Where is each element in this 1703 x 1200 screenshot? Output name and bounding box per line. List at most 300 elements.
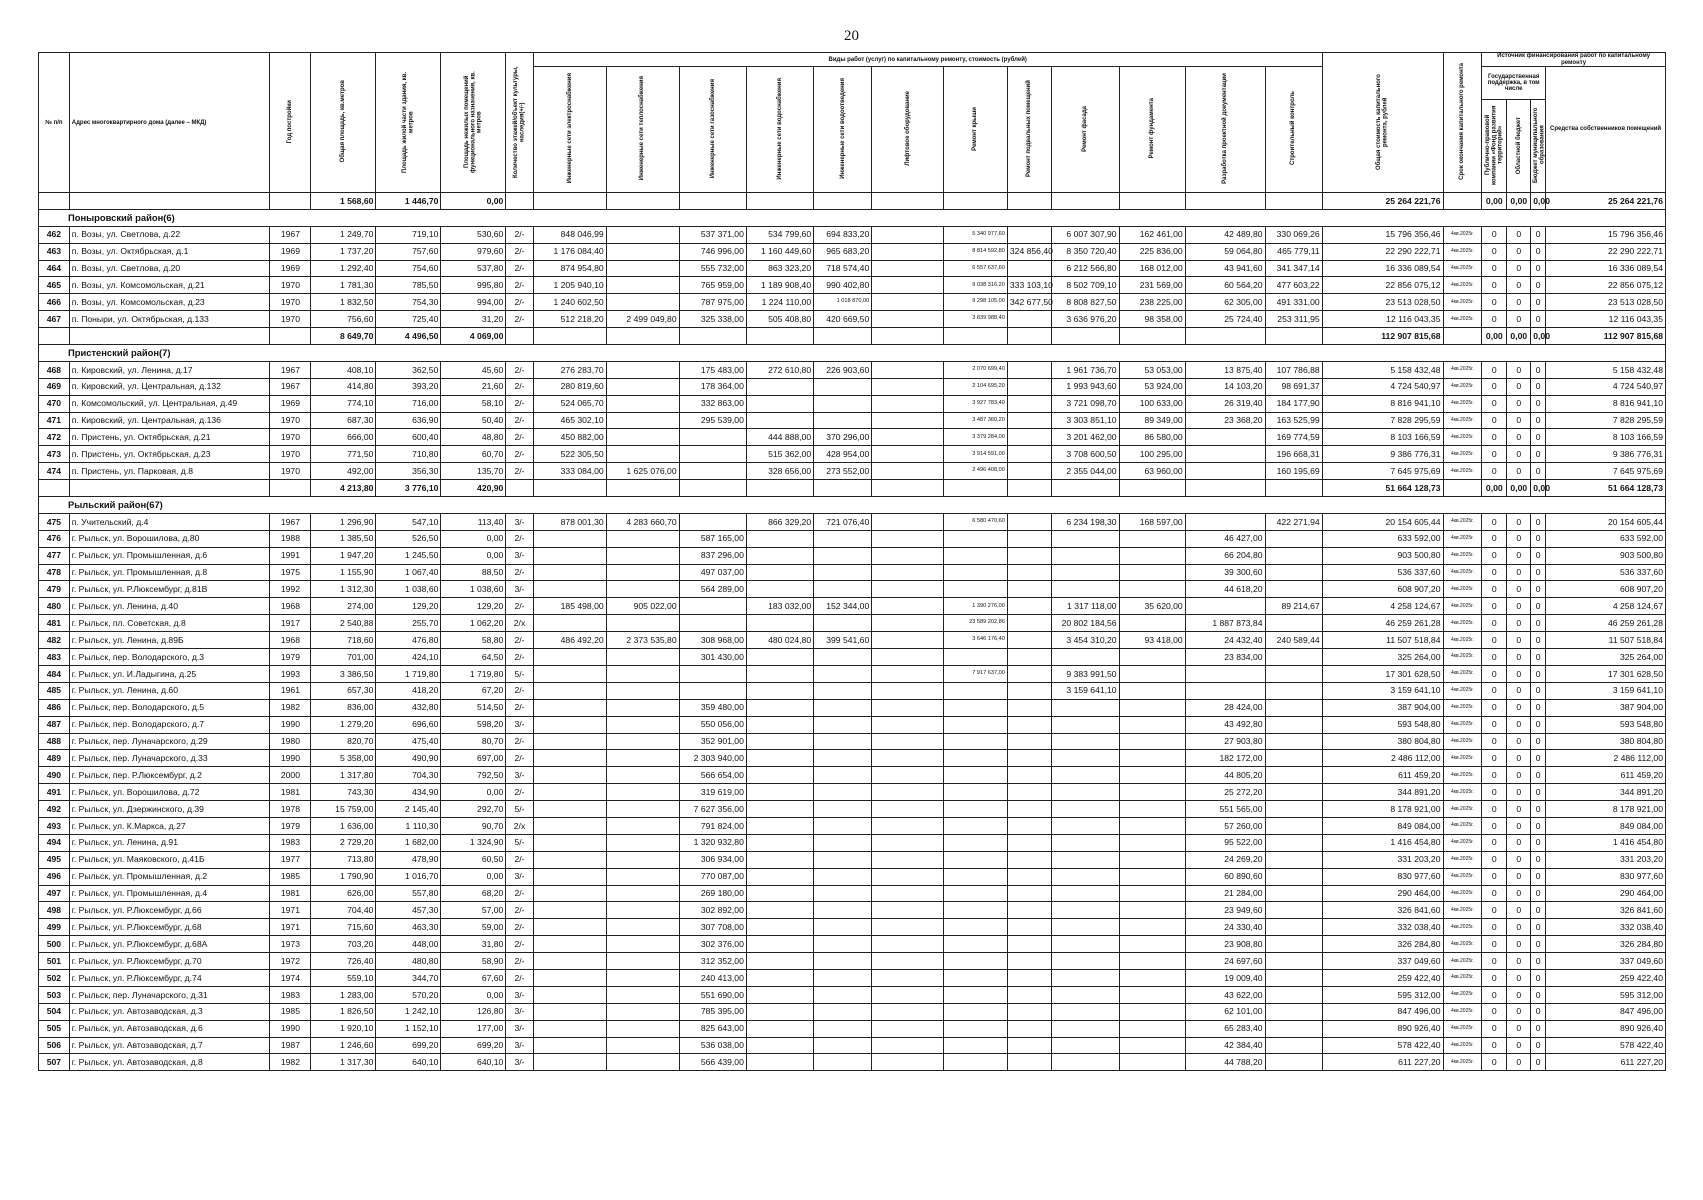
cell-nonliving-area: 67,60 — [441, 969, 506, 986]
cell-regional: 0 — [1507, 1020, 1531, 1037]
cell-floors: 2/- — [506, 885, 533, 902]
cell-term: 4кв.2025г. — [1443, 446, 1482, 463]
cell-fund: 0 — [1482, 581, 1507, 598]
cell-water — [746, 649, 813, 666]
cell-total-cost: 8 178 921,00 — [1322, 801, 1443, 818]
cell-sewage — [814, 834, 872, 851]
cell-number: 494 — [39, 834, 70, 851]
cell-water — [746, 953, 813, 970]
cell-total-cost: 593 548,80 — [1322, 716, 1443, 733]
cell-municipal: 0 — [1531, 665, 1546, 682]
table-row — [39, 632, 1666, 649]
cell-living-area: 362,50 — [376, 361, 441, 378]
cell-foundation — [1119, 193, 1185, 210]
cell-year: 1985 — [270, 1003, 311, 1020]
cell-facade — [1052, 885, 1119, 902]
cell-floors — [506, 328, 533, 345]
cell-number: 469 — [39, 378, 70, 395]
cell-facade — [1052, 868, 1119, 885]
cell-fund: 0 — [1482, 868, 1507, 885]
cell-owners: 4 724 540,97 — [1546, 378, 1666, 395]
header-number: № п/п — [39, 53, 70, 193]
cell-water — [746, 969, 813, 986]
cell-basement — [1007, 193, 1051, 210]
cell-nonliving-area: 67,20 — [441, 682, 506, 699]
cell-number: 484 — [39, 665, 70, 682]
cell-owners: 5 158 432,48 — [1546, 361, 1666, 378]
cell-heating — [606, 784, 679, 801]
cell-water — [746, 885, 813, 902]
cell-supervision: 163 525,99 — [1265, 412, 1322, 429]
cell-supervision: 89 214,67 — [1265, 598, 1322, 615]
cell-municipal: 0 — [1531, 632, 1546, 649]
cell-sewage — [814, 564, 872, 581]
cell-sewage: 226 903,60 — [814, 361, 872, 378]
cell-facade — [1052, 733, 1119, 750]
cell-fund: 0 — [1482, 851, 1507, 868]
cell-foundation — [1119, 784, 1185, 801]
cell-floors: 3/- — [506, 716, 533, 733]
cell-term: 4кв.2025г. — [1443, 615, 1482, 632]
cell-living-area: 754,60 — [376, 260, 441, 277]
cell-elevator — [872, 564, 944, 581]
cell-total-area: 1 155,90 — [311, 564, 376, 581]
cell-fund: 0 — [1482, 378, 1507, 395]
cell-roof — [944, 547, 1008, 564]
cell-term — [1443, 480, 1482, 497]
cell-total-cost: 849 084,00 — [1322, 817, 1443, 834]
cell-fund: 0 — [1482, 716, 1507, 733]
cell-nonliving-area: 45,60 — [441, 361, 506, 378]
cell-foundation — [1119, 480, 1185, 497]
cell-gas: 1 320 932,80 — [679, 834, 746, 851]
cell-gas: 746 996,00 — [679, 243, 746, 260]
cell-total-area: 414,80 — [311, 378, 376, 395]
cell-fund: 0 — [1482, 530, 1507, 547]
cell-year: 1983 — [270, 986, 311, 1003]
cell-municipal: 0 — [1531, 513, 1546, 530]
cell-nonliving-area: 0,00 — [441, 530, 506, 547]
cell-basement — [1007, 311, 1051, 328]
cell-floors: 2/- — [506, 446, 533, 463]
cell-number: 464 — [39, 260, 70, 277]
cell-owners: 8 816 941,10 — [1546, 395, 1666, 412]
table-row — [39, 1020, 1666, 1037]
cell-address: г. Рыльск, ул. Автозаводская, д.8 — [69, 1054, 270, 1071]
cell-heating — [606, 649, 679, 666]
cell-water — [746, 784, 813, 801]
cell-address: п. Возы, ул. Октябрьская, д.1 — [69, 243, 270, 260]
cell-heating — [606, 446, 679, 463]
cell-facade — [1052, 953, 1119, 970]
table-row — [39, 649, 1666, 666]
table-row — [39, 986, 1666, 1003]
cell-water: 444 888,00 — [746, 429, 813, 446]
cell-total-cost: 890 926,40 — [1322, 1020, 1443, 1037]
cell-term: 4кв.2025г. — [1443, 277, 1482, 294]
cell-number: 496 — [39, 868, 70, 885]
cell-design: 23 368,20 — [1185, 412, 1265, 429]
cell-water: 1 160 449,60 — [746, 243, 813, 260]
cell-regional: 0,00 — [1507, 480, 1531, 497]
cell-year: 1970 — [270, 429, 311, 446]
cell-elevator — [872, 429, 944, 446]
cell-nonliving-area: 640,10 — [441, 1054, 506, 1071]
table-row — [39, 260, 1666, 277]
cell-term: 4кв.2025г. — [1443, 868, 1482, 885]
cell-regional: 0 — [1507, 598, 1531, 615]
cell-electric: 1 176 084,40 — [533, 243, 606, 260]
cell-sewage — [814, 902, 872, 919]
cell-floors: 3/- — [506, 1020, 533, 1037]
cell-design: 95 522,00 — [1185, 834, 1265, 851]
cell-foundation: 100 295,00 — [1119, 446, 1185, 463]
table-row — [39, 969, 1666, 986]
cell-municipal: 0,00 — [1531, 480, 1546, 497]
cell-living-area: 480,80 — [376, 953, 441, 970]
cell-municipal: 0,00 — [1531, 193, 1546, 210]
cell-design: 43 492,80 — [1185, 716, 1265, 733]
cell-number: 499 — [39, 919, 70, 936]
cell-foundation: 35 620,00 — [1119, 598, 1185, 615]
cell-number: 468 — [39, 361, 70, 378]
cell-owners: 611 227,20 — [1546, 1054, 1666, 1071]
cell-nonliving-area: 994,00 — [441, 294, 506, 311]
cell-roof: 6 557 637,60 — [944, 260, 1008, 277]
cell-total-area: 1 283,00 — [311, 986, 376, 1003]
cell-owners: 578 422,40 — [1546, 1037, 1666, 1054]
cell-living-area: 785,50 — [376, 277, 441, 294]
cell-basement — [1007, 480, 1051, 497]
cell-roof — [944, 936, 1008, 953]
cell-municipal: 0 — [1531, 294, 1546, 311]
cell-living-area: 699,20 — [376, 1037, 441, 1054]
cell-address: г. Рыльск, ул. Р.Люксембург, д.81В — [69, 581, 270, 598]
header-work-electric: Инженерные сети электроснабжения — [533, 67, 606, 193]
cell-address: п. Учительский, д.4 — [69, 513, 270, 530]
cell-number: 502 — [39, 969, 70, 986]
cell-total-area: 771,50 — [311, 446, 376, 463]
cell-roof — [944, 716, 1008, 733]
cell-owners: 15 796 356,46 — [1546, 226, 1666, 243]
cell-heating — [606, 1003, 679, 1020]
cell-elevator — [872, 513, 944, 530]
cell-total-cost: 20 154 605,44 — [1322, 513, 1443, 530]
cell-supervision — [1265, 902, 1322, 919]
cell-total-area: 743,30 — [311, 784, 376, 801]
cell-living-area: 1 152,10 — [376, 1020, 441, 1037]
cell-number: 487 — [39, 716, 70, 733]
cell-term: 4кв.2025г. — [1443, 1003, 1482, 1020]
cell-regional: 0 — [1507, 429, 1531, 446]
cell-total-area: 626,00 — [311, 885, 376, 902]
cell-foundation — [1119, 919, 1185, 936]
cell-nonliving-area: 126,80 — [441, 1003, 506, 1020]
cell-gas — [679, 193, 746, 210]
cell-nonliving-area: 58,80 — [441, 632, 506, 649]
cell-basement — [1007, 986, 1051, 1003]
header-work-facade: Ремонт фасада — [1052, 67, 1119, 193]
cell-water — [746, 936, 813, 953]
cell-basement — [1007, 665, 1051, 682]
cell-design: 39 300,60 — [1185, 564, 1265, 581]
cell-floors: 2/- — [506, 936, 533, 953]
cell-regional: 0 — [1507, 243, 1531, 260]
cell-nonliving-area: 177,00 — [441, 1020, 506, 1037]
cell-year: 1971 — [270, 902, 311, 919]
cell-heating — [606, 733, 679, 750]
cell-nonliving-area: 135,70 — [441, 463, 506, 480]
cell-facade — [1052, 936, 1119, 953]
cell-fund: 0 — [1482, 953, 1507, 970]
cell-roof — [944, 682, 1008, 699]
header-total-area: Общая площадь, кв.метров — [311, 53, 376, 193]
header-work-elevator: Лифтовое оборудование — [872, 67, 944, 193]
cell-address: п. Возы, ул. Комсомольская, д.23 — [69, 294, 270, 311]
cell-term: 4кв.2025г. — [1443, 750, 1482, 767]
cell-heating — [606, 1037, 679, 1054]
cell-total-area: 15 759,00 — [311, 801, 376, 818]
cell-regional: 0 — [1507, 699, 1531, 716]
cell-gas: 332 863,00 — [679, 395, 746, 412]
cell-facade — [1052, 1054, 1119, 1071]
cell-electric — [533, 193, 606, 210]
cell-address: г. Рыльск, ул. К.Маркса, д.27 — [69, 817, 270, 834]
cell-electric — [533, 682, 606, 699]
header-works-group: Виды работ (услуг) по капитальному ремонту, стоимость (рублей) — [533, 53, 1322, 67]
cell-electric: 276 283,70 — [533, 361, 606, 378]
cell-year: 1979 — [270, 649, 311, 666]
cell-living-area: 1 719,80 — [376, 665, 441, 682]
cell-roof: 3 927 783,40 — [944, 395, 1008, 412]
cell-design: 1 887 873,84 — [1185, 615, 1265, 632]
cell-fund: 0 — [1482, 598, 1507, 615]
cell-fund: 0 — [1482, 767, 1507, 784]
cell-total-cost: 337 049,60 — [1322, 953, 1443, 970]
cell-floors: 2/- — [506, 682, 533, 699]
cell-year: 1982 — [270, 699, 311, 716]
cell-regional: 0 — [1507, 868, 1531, 885]
cell-roof — [944, 193, 1008, 210]
cell-term: 4кв.2025г. — [1443, 378, 1482, 395]
cell-owners: 903 500,80 — [1546, 547, 1666, 564]
cell-water: 863 323,20 — [746, 260, 813, 277]
cell-living-area: 696,60 — [376, 716, 441, 733]
table-row — [39, 699, 1666, 716]
table-row — [39, 817, 1666, 834]
table-row — [39, 851, 1666, 868]
cell-facade — [1052, 902, 1119, 919]
cell-basement: 333 103,10 — [1007, 277, 1051, 294]
cell-living-area: 719,10 — [376, 226, 441, 243]
cell-elevator — [872, 767, 944, 784]
cell-water — [746, 328, 813, 345]
cell-regional: 0 — [1507, 446, 1531, 463]
cell-fund: 0 — [1482, 919, 1507, 936]
cell-foundation — [1119, 767, 1185, 784]
table-row — [39, 885, 1666, 902]
cell-design: 62 101,00 — [1185, 1003, 1265, 1020]
cell-total-area: 2 540,88 — [311, 615, 376, 632]
cell-fund: 0 — [1482, 986, 1507, 1003]
cell-living-area: 418,20 — [376, 682, 441, 699]
table-row — [39, 361, 1666, 378]
cell-municipal: 0 — [1531, 530, 1546, 547]
cell-owners: 3 159 641,10 — [1546, 682, 1666, 699]
cell-address: п. Пристень, ул. Октябрьская, д.23 — [69, 446, 270, 463]
table-row — [39, 750, 1666, 767]
cell-living-area: 757,60 — [376, 243, 441, 260]
cell-total-area: 1 246,60 — [311, 1037, 376, 1054]
cell-floors: 3/- — [506, 986, 533, 1003]
cell-nonliving-area: 80,70 — [441, 733, 506, 750]
cell-electric — [533, 834, 606, 851]
cell-floors: 2/- — [506, 784, 533, 801]
cell-fund: 0 — [1482, 1037, 1507, 1054]
cell-water — [746, 699, 813, 716]
cell-address: г. Рыльск, ул. Р.Люксембург, д.66 — [69, 902, 270, 919]
cell-supervision — [1265, 868, 1322, 885]
cell-design — [1185, 480, 1265, 497]
cell-supervision — [1265, 834, 1322, 851]
cell-nonliving-area: 995,80 — [441, 277, 506, 294]
cell-heating — [606, 902, 679, 919]
table-row — [39, 919, 1666, 936]
cell-elevator — [872, 547, 944, 564]
cell-number: 471 — [39, 412, 70, 429]
cell-sewage — [814, 649, 872, 666]
cell-fund: 0 — [1482, 665, 1507, 682]
cell-facade — [1052, 767, 1119, 784]
cell-year: 1990 — [270, 750, 311, 767]
cell-water — [746, 750, 813, 767]
cell-basement — [1007, 750, 1051, 767]
cell-number: 462 — [39, 226, 70, 243]
cell-municipal: 0 — [1531, 936, 1546, 953]
cell-floors: 2/- — [506, 902, 533, 919]
cell-supervision: 341 347,14 — [1265, 260, 1322, 277]
cell-owners: 536 337,60 — [1546, 564, 1666, 581]
cell-fund: 0 — [1482, 902, 1507, 919]
cell-facade — [1052, 851, 1119, 868]
cell-supervision — [1265, 1054, 1322, 1071]
cell-sewage — [814, 328, 872, 345]
cell-design: 46 427,00 — [1185, 530, 1265, 547]
cell-water: 1 224 110,00 — [746, 294, 813, 311]
cell-heating: 4 283 660,70 — [606, 513, 679, 530]
cell-water — [746, 1020, 813, 1037]
cell-supervision — [1265, 615, 1322, 632]
cell-total-area: 1 279,20 — [311, 716, 376, 733]
header-address: Адрес многоквартирного дома (далее – МКД) — [69, 53, 270, 193]
cell-design: 24 269,20 — [1185, 851, 1265, 868]
cell-address: г. Рыльск, ул. И.Ладыгина, д.25 — [69, 665, 270, 682]
cell-living-area: 476,80 — [376, 632, 441, 649]
cell-basement — [1007, 733, 1051, 750]
cell-number: 492 — [39, 801, 70, 818]
cell-total-cost: 259 422,40 — [1322, 969, 1443, 986]
cell-nonliving-area: 598,20 — [441, 716, 506, 733]
cell-facade — [1052, 834, 1119, 851]
cell-owners: 326 284,80 — [1546, 936, 1666, 953]
cell-owners: 8 103 166,59 — [1546, 429, 1666, 446]
cell-year: 1993 — [270, 665, 311, 682]
cell-total-cost: 387 904,00 — [1322, 699, 1443, 716]
cell-basement — [1007, 649, 1051, 666]
cell-gas: 2 303 940,00 — [679, 750, 746, 767]
cell-fund: 0 — [1482, 395, 1507, 412]
cell-heating — [606, 750, 679, 767]
cell-nonliving-area: 1 062,20 — [441, 615, 506, 632]
cell-foundation — [1119, 716, 1185, 733]
cell-nonliving-area: 88,50 — [441, 564, 506, 581]
cell-floors: 2/x — [506, 817, 533, 834]
table-header — [39, 53, 1666, 193]
cell-foundation — [1119, 953, 1185, 970]
cell-term: 4кв.2025г. — [1443, 632, 1482, 649]
cell-term: 4кв.2025г. — [1443, 581, 1482, 598]
cell-fund: 0 — [1482, 226, 1507, 243]
cell-floors: 2/- — [506, 395, 533, 412]
cell-electric: 1 205 940,10 — [533, 277, 606, 294]
cell-nonliving-area: 0,00 — [441, 784, 506, 801]
header-work-supervision: Строительный контроль — [1265, 67, 1322, 193]
cell-facade: 3 721 098,70 — [1052, 395, 1119, 412]
cell-regional: 0 — [1507, 378, 1531, 395]
cell-gas: 550 056,00 — [679, 716, 746, 733]
cell-foundation: 168 012,00 — [1119, 260, 1185, 277]
cell-living-area: 725,40 — [376, 311, 441, 328]
cell-electric — [533, 665, 606, 682]
cell-owners: 593 548,80 — [1546, 716, 1666, 733]
cell-number — [39, 328, 70, 345]
cell-municipal: 0 — [1531, 378, 1546, 395]
table-row — [39, 598, 1666, 615]
cell-supervision — [1265, 547, 1322, 564]
cell-address: п. Возы, ул. Светлова, д.20 — [69, 260, 270, 277]
table-row — [39, 378, 1666, 395]
cell-address: п. Комсомольский, ул. Центральная, д.49 — [69, 395, 270, 412]
cell-nonliving-area: 21,60 — [441, 378, 506, 395]
cell-sewage — [814, 1020, 872, 1037]
cell-basement — [1007, 463, 1051, 480]
table-row — [39, 902, 1666, 919]
cell-facade: 3 708 600,50 — [1052, 446, 1119, 463]
cell-total-cost: 2 486 112,00 — [1322, 750, 1443, 767]
table-row — [39, 446, 1666, 463]
cell-basement: 324 856,40 — [1007, 243, 1051, 260]
cell-supervision — [1265, 817, 1322, 834]
cell-number: 501 — [39, 953, 70, 970]
cell-regional: 0 — [1507, 885, 1531, 902]
cell-fund: 0 — [1482, 463, 1507, 480]
header-year: Год постройки — [270, 53, 311, 193]
cell-design: 19 009,40 — [1185, 969, 1265, 986]
cell-foundation — [1119, 564, 1185, 581]
cell-electric — [533, 936, 606, 953]
cell-fund: 0 — [1482, 801, 1507, 818]
cell-facade: 3 454 310,20 — [1052, 632, 1119, 649]
cell-year: 1970 — [270, 463, 311, 480]
cell-design: 62 305,00 — [1185, 294, 1265, 311]
cell-supervision — [1265, 986, 1322, 1003]
cell-design: 65 283,40 — [1185, 1020, 1265, 1037]
cell-living-area: 432,80 — [376, 699, 441, 716]
cell-gas: 308 968,00 — [679, 632, 746, 649]
cell-facade — [1052, 547, 1119, 564]
cell-elevator — [872, 868, 944, 885]
cell-number: 497 — [39, 885, 70, 902]
